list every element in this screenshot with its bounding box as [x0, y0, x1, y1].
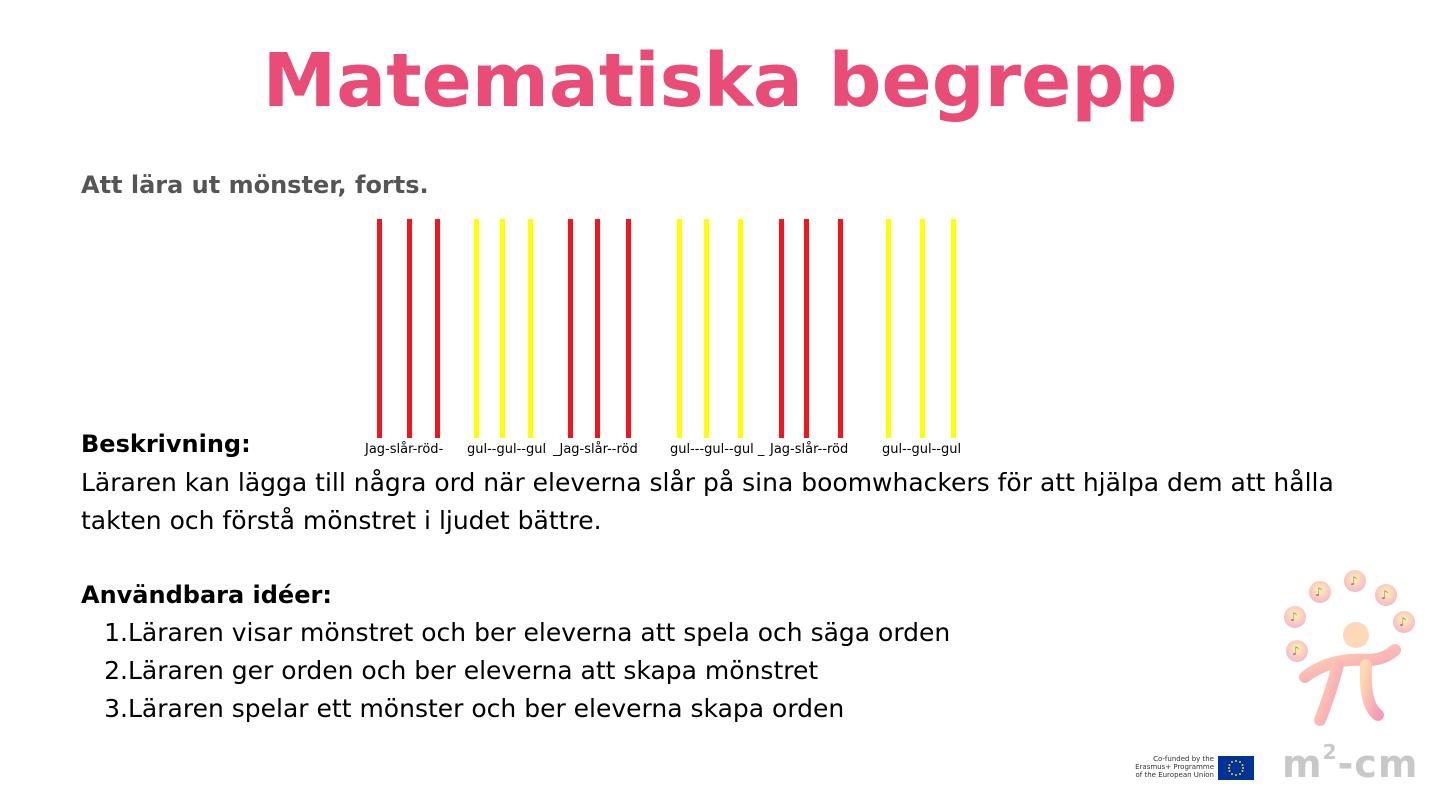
pattern-bar [738, 219, 743, 438]
svg-text:♪: ♪ [1315, 585, 1323, 599]
pattern-bar [886, 219, 891, 438]
list-text: Läraren ger orden och ber eleverna att skapa mönstret [128, 656, 819, 685]
pattern-label: gul--gul--gul [882, 442, 962, 457]
svg-text:♪: ♪ [1381, 588, 1389, 602]
pattern-bar [377, 219, 382, 438]
brand-rest: -cm [1337, 742, 1419, 786]
list-number: 3. [104, 694, 128, 723]
list-item [100, 614, 950, 652]
pattern-label: Jag-slår-röd- [365, 442, 444, 457]
pattern-label: _Jag-slår--röd [553, 442, 638, 457]
pattern-bar [595, 219, 600, 438]
brand-logo-text [1282, 742, 1418, 786]
pattern-bar [704, 219, 709, 438]
ideas-heading: Användbara idéer: [81, 581, 332, 609]
ideas-list [100, 614, 950, 728]
pattern-bar [474, 219, 479, 438]
pattern-bar [568, 219, 573, 438]
svg-text:♪: ♪ [1350, 574, 1358, 588]
list-number: 2. [104, 656, 128, 685]
eu-cofunded-text: Co-funded by the Erasmus+ Programme of the European Union [1135, 755, 1214, 779]
pattern-bar [435, 219, 440, 438]
slide-subtitle: Att lära ut mönster, forts. [81, 171, 429, 199]
pattern-label: Jag-slår--röd [770, 442, 849, 457]
pattern-bar [626, 219, 631, 438]
pattern-label: gul--gul--gul [467, 442, 547, 457]
list-text: Läraren spelar ett mönster och ber eleverna skapa orden [128, 694, 845, 723]
pattern-label: gul---gul--gul _ [670, 442, 765, 457]
pattern-bar [677, 219, 682, 438]
svg-text:♪: ♪ [1399, 615, 1407, 629]
pattern-bar [951, 219, 956, 438]
pattern-bar [920, 219, 925, 438]
pattern-bar [804, 219, 809, 438]
list-text: Läraren visar mönstret och ber eleverna att spela och säga orden [128, 618, 951, 647]
pattern-bar [528, 219, 533, 438]
slide-title: Matematiska begrepp [262, 38, 1178, 124]
pattern-bar [779, 219, 784, 438]
description-text: Läraren kan lägga till några ord när eleverna slår på sina boomwhackers för att hjälpa dem att hålla takten och förstå mönstret i ljudet bättre. [81, 468, 1334, 535]
svg-text:♪: ♪ [1290, 610, 1298, 624]
brand-main: m [1282, 742, 1323, 786]
svg-text:♪: ♪ [1292, 644, 1300, 658]
pattern-bar [838, 219, 843, 438]
eu-flag-icon [1218, 756, 1254, 780]
brand-sup: 2 [1322, 740, 1338, 765]
pattern-bar [407, 219, 412, 438]
description-heading: Beskrivning: [81, 430, 251, 458]
list-item [100, 652, 950, 690]
list-number: 1. [104, 618, 128, 647]
list-item [100, 690, 950, 728]
pattern-bar [500, 219, 505, 438]
pi-music-logo-icon [1270, 565, 1430, 745]
